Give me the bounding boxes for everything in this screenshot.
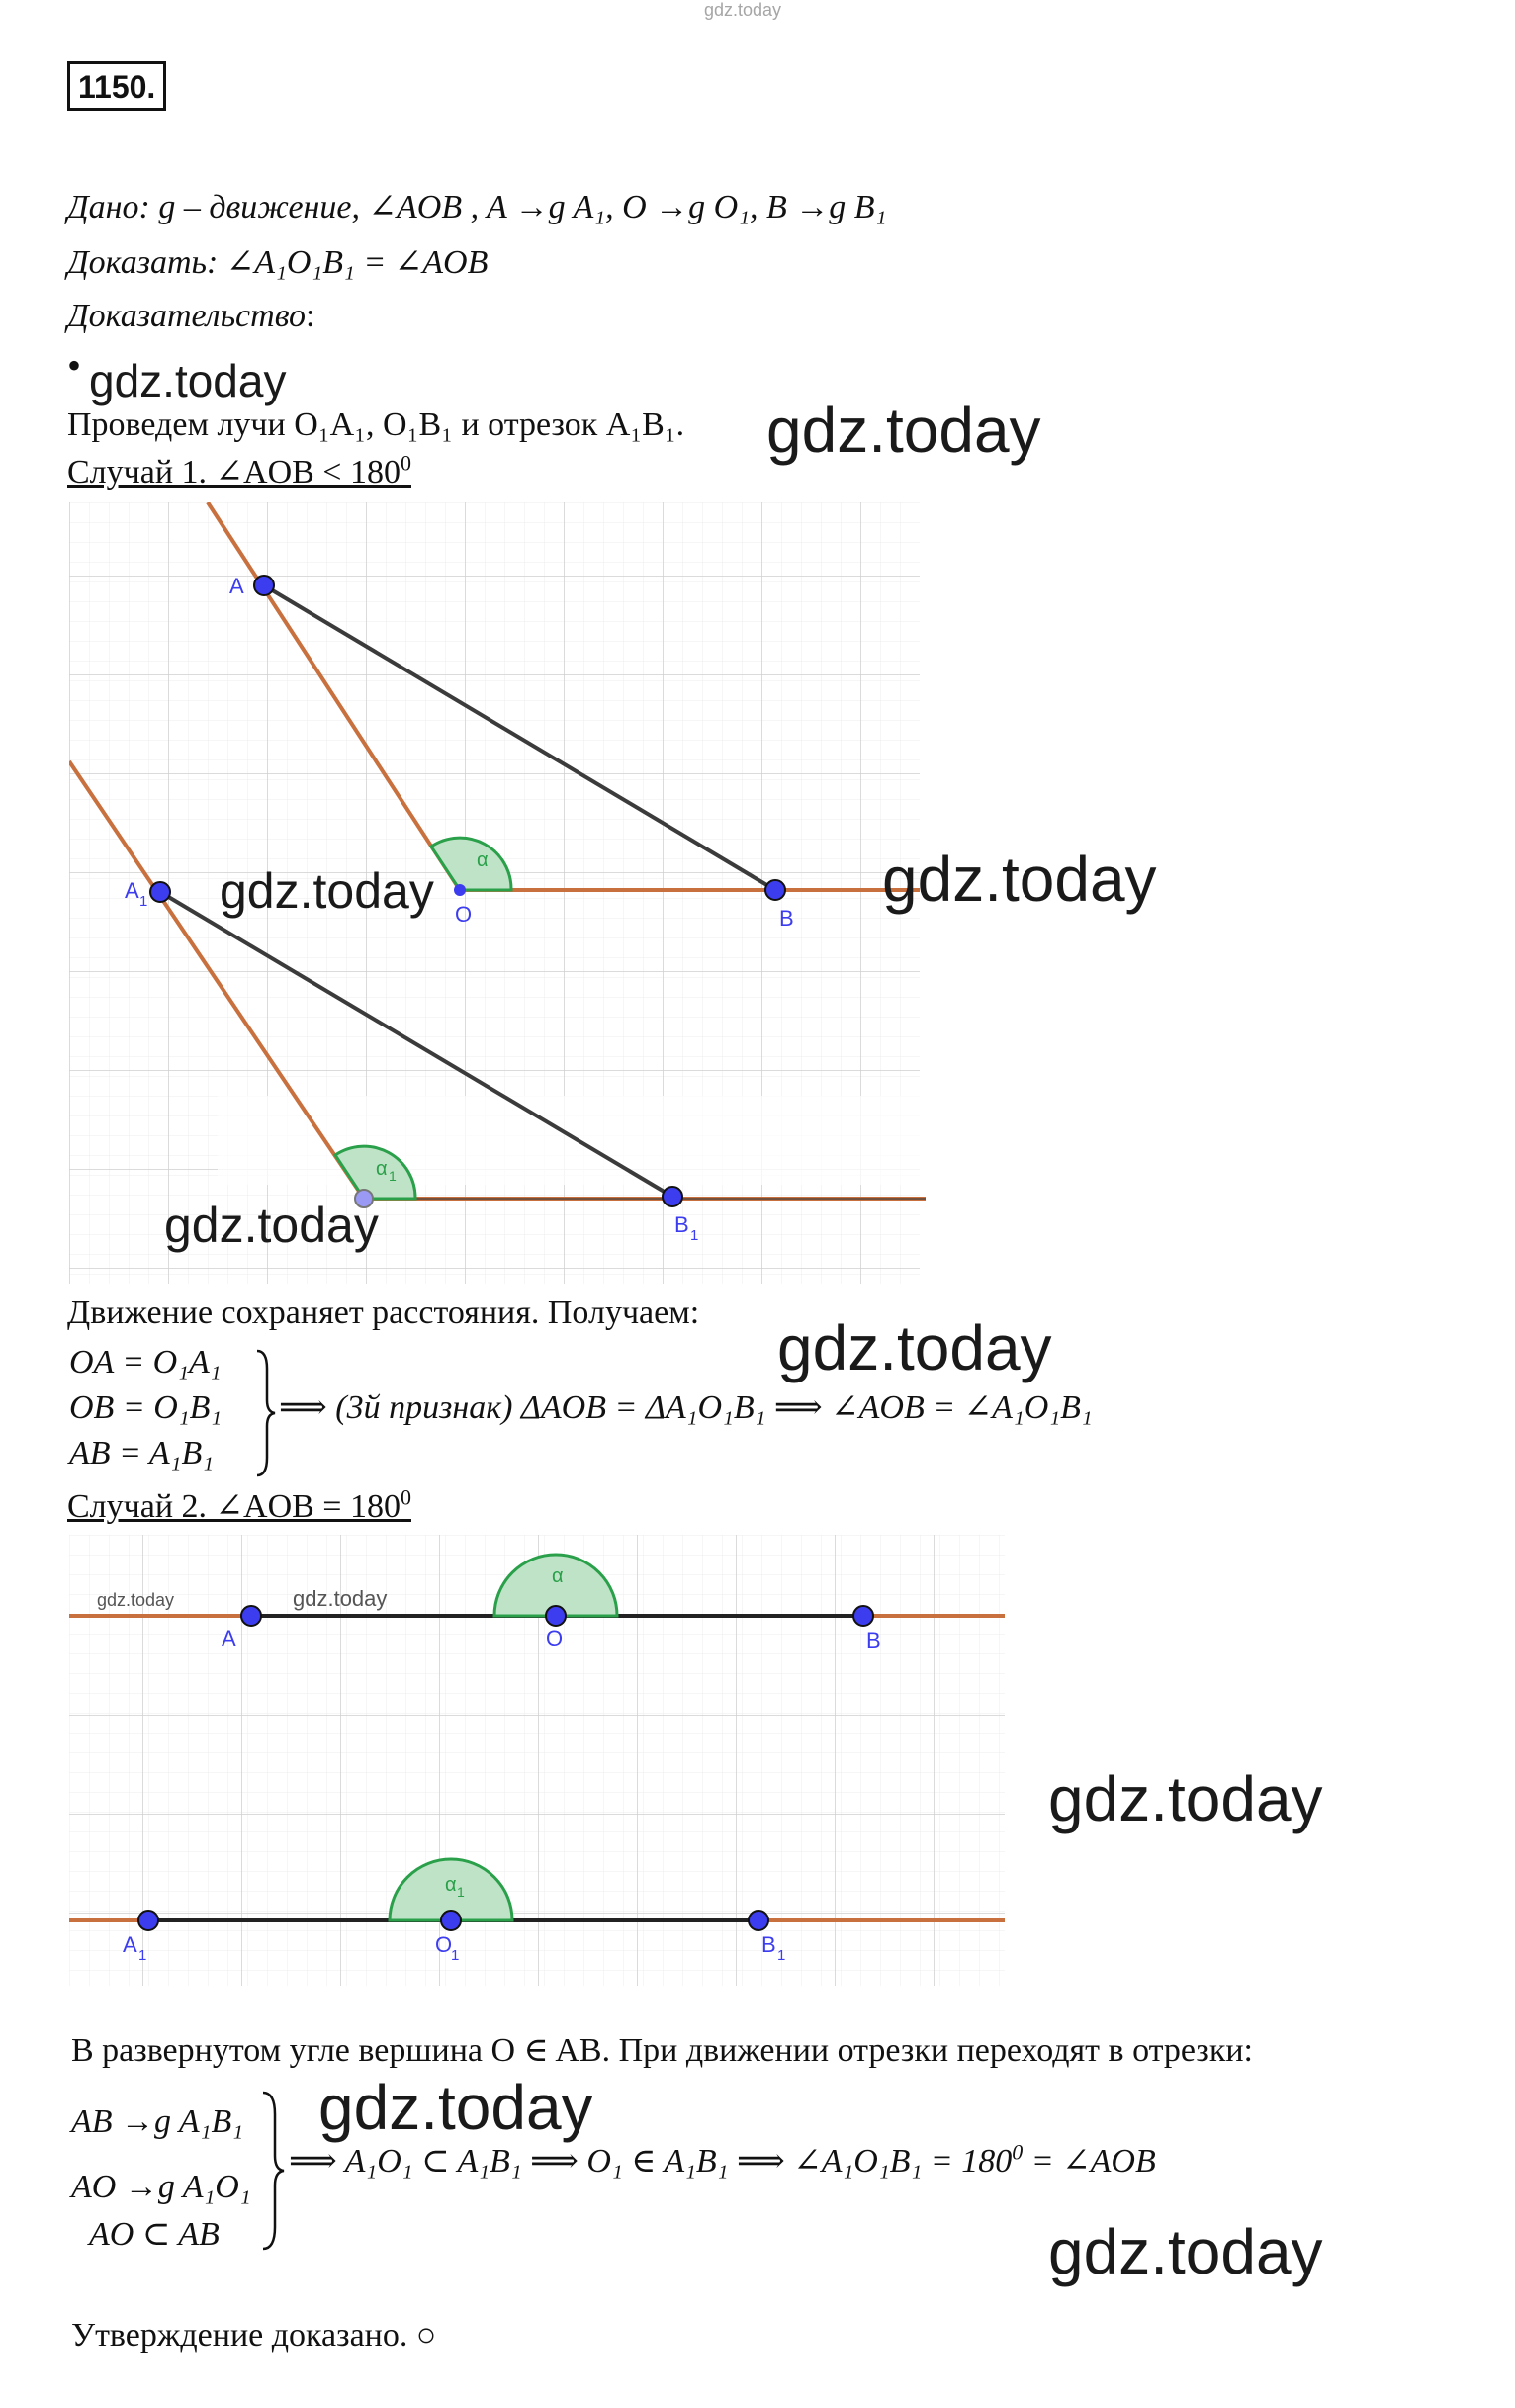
case2-title [67, 1485, 411, 1529]
prove-text: : ∠A₁O₁B₁ = ∠AOB [206, 244, 489, 281]
label-alpha1-2-sub: 1 [457, 1884, 465, 1900]
watermark-8: gdz.today [1048, 2216, 1323, 2287]
eq2-line-1: AB →g A₁B₁ [71, 2103, 244, 2140]
label-O1-2: O [435, 1932, 453, 1957]
brace-2 [259, 2091, 287, 2253]
figure-case2 [69, 1535, 1005, 1986]
figure2-watermark-b: gdz.today [293, 1586, 388, 1611]
watermark-1: gdz.today [766, 395, 1041, 466]
eq1-result: ⟹ (3й признак) ΔAOB = ΔA₁O₁B₁ ⟹ ∠AOB = ∠A₁O₁B₁ [279, 1389, 1093, 1426]
point-A1 [150, 882, 170, 902]
label-alpha-2: α [552, 1565, 564, 1587]
watermark-5: gdz.today [777, 1312, 1052, 1383]
watermark-3: gdz.today [882, 844, 1157, 915]
label-alpha1-sub: 1 [389, 1168, 397, 1184]
eq2-line-3: AO ⊂ AB [89, 2216, 220, 2253]
point-A-2 [241, 1606, 261, 1626]
straight-angle-text: В развернутом угле вершина O ∈ AB. При движении отрезки переходят в отрезки: [71, 2032, 1253, 2069]
label-A1-2-sub: 1 [138, 1947, 147, 1964]
label-O-2: O [546, 1626, 564, 1650]
eq1-line-2: OB = O₁B₁ [69, 1389, 223, 1426]
figure-case1 [69, 502, 930, 1284]
prove-line [67, 241, 488, 285]
eq2-degree: 0 [1012, 2139, 1024, 2165]
label-B: B [779, 906, 794, 931]
problem-number: 1150. [67, 61, 166, 111]
label-A1-2: A [123, 1932, 137, 1957]
label-A-2: A [222, 1626, 236, 1650]
label-B1-2-sub: 1 [777, 1947, 786, 1964]
given-line [67, 186, 886, 229]
bullet: • [67, 343, 82, 388]
eq2-line-2: AO →g A₁O₁ [71, 2169, 251, 2205]
watermark-4: gdz.today [164, 1198, 379, 1253]
watermark-2: gdz.today [220, 863, 434, 919]
label-B1-sub: 1 [690, 1227, 699, 1244]
point-O-2 [546, 1606, 566, 1626]
label-B1: B [674, 1212, 689, 1237]
point-O1-2 [441, 1911, 461, 1930]
label-B1-2: B [761, 1932, 776, 1957]
case2-title-text: Случай 2. ∠AOB = 180 [67, 1488, 401, 1525]
label-B-2: B [866, 1628, 881, 1652]
eq2-tail: = ∠AOB [1023, 2143, 1156, 2180]
watermark-small-1: gdz.today [89, 355, 287, 406]
eq1-line-1: OA = O₁A₁ [69, 1344, 222, 1381]
proof-label: Доказательство [67, 298, 307, 334]
case1-title [67, 451, 411, 494]
figure2-watermark-a: gdz.today [97, 1590, 175, 1610]
case1-degree: 0 [400, 450, 411, 476]
proof-line [67, 295, 314, 338]
given-label: Дано [67, 189, 139, 225]
point-A1-2 [138, 1911, 158, 1930]
prove-label: Доказать [67, 244, 207, 281]
point-O [454, 884, 466, 896]
label-O1-2-sub: 1 [451, 1947, 460, 1964]
label-alpha1: α [376, 1158, 388, 1180]
motion-text: Движение сохраняет расстояния. Получаем: [67, 1294, 700, 1331]
brace-1 [253, 1349, 277, 1477]
point-A [254, 576, 274, 595]
top-watermark: gdz.today [704, 0, 782, 20]
case1-title-text: Случай 1. ∠AOB < 180 [67, 454, 401, 491]
label-A: A [229, 574, 244, 598]
eq1-line-3: AB = A₁B₁ [69, 1435, 215, 1472]
step1-text: Проведем лучи O₁A₁, O₁B₁ и отрезок A₁B₁. [67, 406, 685, 443]
point-B-2 [853, 1606, 873, 1626]
proof-colon: : [306, 298, 315, 334]
point-B1-2 [749, 1911, 768, 1930]
label-alpha1-2: α [445, 1874, 457, 1896]
label-A1: A [125, 878, 139, 903]
given-text: : g – движение, ∠AOB , A →g A₁, O →g O₁, B →g B₁ [138, 189, 887, 225]
label-alpha: α [477, 849, 489, 871]
watermark-6: gdz.today [1048, 1763, 1323, 1834]
watermark-7: gdz.today [318, 2072, 593, 2143]
case2-degree: 0 [400, 1484, 411, 1510]
label-O: O [455, 902, 473, 927]
point-B [765, 880, 785, 900]
eq2-result-text: ⟹ A₁O₁ ⊂ A₁B₁ ⟹ O₁ ∈ A₁B₁ ⟹ ∠A₁O₁B₁ = 180 [289, 2143, 1013, 2180]
label-A1-sub: 1 [139, 893, 148, 910]
eq2-result [289, 2140, 1156, 2184]
conclusion-text: Утверждение доказано. ○ [71, 2317, 437, 2354]
point-B1 [663, 1187, 682, 1206]
